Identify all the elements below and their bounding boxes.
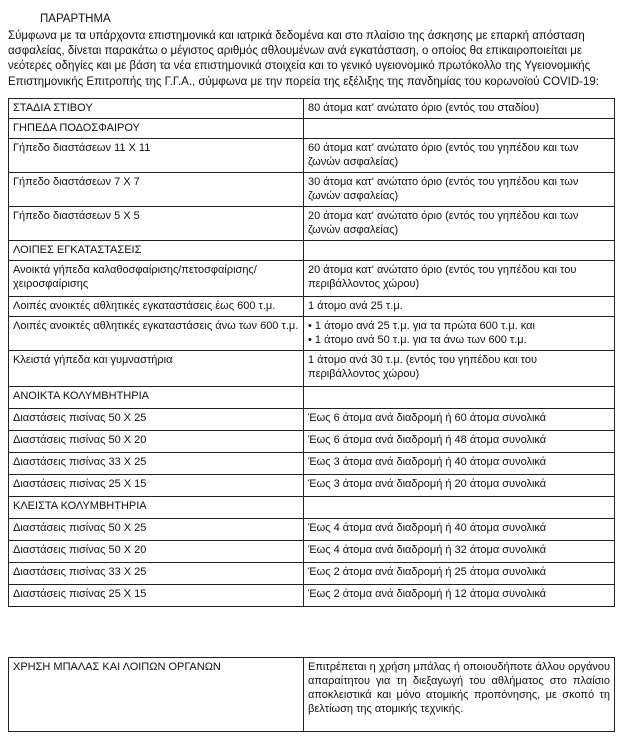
- facility-cell: Διαστάσεις πισίνας 25 Χ 15: [9, 475, 304, 497]
- table-row: [9, 261, 615, 297]
- capacity-cell: 30 άτομα κατ' ανώτατο όριο (εντός του γηπέδου και των ζωνών ασφαλείας): [304, 173, 615, 207]
- intro-paragraph: [8, 29, 612, 90]
- facility-cell: ΛΟΙΠΕΣ ΕΓΚΑΤΑΣΤΑΣΕΙΣ: [9, 241, 304, 261]
- facility-cell: Γήπεδο διαστάσεων 7 Χ 7: [9, 173, 304, 207]
- facility-cell: ΣΤΑΔΙΑ ΣΤΙΒΟΥ: [9, 99, 304, 119]
- table-row: [9, 453, 615, 475]
- facility-cell: ΑΝΟΙΚΤΑ ΚΟΛΥΜΒΗΤΗΡΙΑ: [9, 387, 304, 409]
- capacity-cell: Έως 2 άτομα ανά διαδρομή ή 25 άτομα συνολικά: [304, 563, 615, 585]
- table-row: [9, 658, 615, 732]
- table-row: [9, 119, 615, 139]
- capacity-table: [8, 98, 615, 607]
- capacity-cell: 60 άτομα κατ' ανώτατο όριο (εντός του γηπέδου και των ζωνών ασφαλείας): [304, 139, 615, 173]
- table-row: [9, 497, 615, 519]
- list-item: • 1 άτομο ανά 25 τ.μ. για τα πρώτα 600 τ.μ. και: [308, 319, 610, 333]
- intro-line: Σύμφωνα με τα υπάρχοντα επιστημονικά και ιατρικά δεδομένα και στο πλαίσιο της άσκησης με επαρκή απόσταση: [8, 30, 585, 42]
- table-row: [9, 541, 615, 563]
- capacity-cell: [304, 119, 615, 139]
- capacity-cell: [304, 387, 615, 409]
- facility-cell: Γήπεδο διαστάσεων 5 Χ 5: [9, 207, 304, 241]
- facility-cell: Διαστάσεις πισίνας 50 Χ 25: [9, 519, 304, 541]
- table-row: [9, 431, 615, 453]
- facility-cell: Διαστάσεις πισίνας 50 Χ 25: [9, 409, 304, 431]
- facility-cell: Διαστάσεις πισίνας 50 Χ 20: [9, 541, 304, 563]
- table-row: [9, 409, 615, 431]
- facility-cell: Λοιπές ανοικτές αθλητικές εγκαταστάσεις έως 600 τ.μ.: [9, 297, 304, 317]
- capacity-cell: Έως 3 άτομα ανά διαδρομή ή 40 άτομα συνολικά: [304, 453, 615, 475]
- facility-cell: Διαστάσεις πισίνας 33 Χ 25: [9, 563, 304, 585]
- facility-cell: Ανοικτά γήπεδα καλαθοσφαίρισης/πετοσφαίρισης/χειροσφαίρισης: [9, 261, 304, 297]
- annex-title: ΠΑΡΑΡΤΗΜΑ: [40, 13, 111, 25]
- capacity-cell: Έως 6 άτομα ανά διαδρομή ή 60 άτομα συνολικά: [304, 409, 615, 431]
- facility-cell: Διαστάσεις πισίνας 50 Χ 20: [9, 431, 304, 453]
- capacity-cell: 80 άτομα κατ' ανώτατο όριο (εντός του σταδίου): [304, 99, 615, 119]
- capacity-cell: 1 άτομο ανά 30 τ.μ. (εντός του γηπέδου και του περιβάλλοντος χώρου): [304, 351, 615, 387]
- table-row: [9, 173, 615, 207]
- capacity-cell: Έως 2 άτομα ανά διαδρομή ή 12 άτομα συνολικά: [304, 585, 615, 607]
- list-item: • 1 άτομο ανά 50 τ.μ. για τα άνω των 600 τ.μ.: [308, 333, 610, 347]
- equipment-rule: Επιτρέπεται η χρήση μπάλας ή οποιουδήποτε άλλου οργάνου απαραίτητου για τη διεξαγωγή του αθλήματος στο πλαίσιο αποκλειστικά και μόνο ατομικής προπόνησης, με σκοπό τη βελτίωση της ατομικής τεχνικής.: [304, 658, 615, 732]
- table-row: [9, 519, 615, 541]
- table-row: [9, 241, 615, 261]
- table-row: [9, 563, 615, 585]
- capacity-cell: Έως 6 άτομα ανά διαδρομή ή 48 άτομα συνολικά: [304, 431, 615, 453]
- intro-line: ασφαλείας, δίνεται παρακάτω ο μέγιστος αριθμός αθλουμένων ανά εγκατάσταση, ο οποίος θα επικαιροποιείται με: [8, 45, 583, 58]
- facility-cell: Κλειστά γήπεδα και γυμναστήρια: [9, 351, 304, 387]
- table-row: [9, 585, 615, 607]
- intro-line: Επιστημονικής Επιτροπής της Γ.Γ.Α., σύμφωνα με την πορεία της εξέλιξης της πανδημίας του κορωνοϊού COVID-19:: [8, 75, 599, 88]
- table-row: [9, 317, 615, 351]
- capacity-cell: Έως 3 άτομα ανά διαδρομή ή 20 άτομα συνολικά: [304, 475, 615, 497]
- facility-cell: ΓΗΠΕΔΑ ΠΟΔΟΣΦΑΙΡΟΥ: [9, 119, 304, 139]
- capacity-cell: 1 άτομο ανά 25 τ.μ.: [304, 297, 615, 317]
- facility-cell: Διαστάσεις πισίνας 25 Χ 15: [9, 585, 304, 607]
- table-row: [9, 387, 615, 409]
- equipment-label: ΧΡΗΣΗ ΜΠΑΛΑΣ ΚΑΙ ΛΟΙΠΩΝ ΟΡΓΑΝΩΝ: [9, 658, 304, 732]
- facility-cell: Διαστάσεις πισίνας 33 Χ 25: [9, 453, 304, 475]
- capacity-cell: [304, 317, 615, 351]
- facility-cell: Λοιπές ανοικτές αθλητικές εγκαταστάσεις άνω των 600 τ.μ.: [9, 317, 304, 351]
- capacity-list: [308, 319, 610, 347]
- table-row: [9, 99, 615, 119]
- table-row: [9, 475, 615, 497]
- equipment-table: [8, 657, 615, 732]
- capacity-cell: 20 άτομα κατ' ανώτατο όριο (εντός του γηπέδου και του περιβάλλοντος χώρου): [304, 261, 615, 297]
- facility-cell: ΚΛΕΙΣΤΑ ΚΟΛΥΜΒΗΤΗΡΙΑ: [9, 497, 304, 519]
- intro-line: νεότερες οδηγίες και με βάση τα νέα επιστημονικά στοιχεία και το γενικό υγειονομικό πρωτόκολλο της Υγειονομικής: [8, 60, 591, 73]
- table-row: [9, 351, 615, 387]
- facility-cell: Γήπεδο διαστάσεων 11 Χ 11: [9, 139, 304, 173]
- capacity-cell: 20 άτομα κατ' ανώτατο όριο (εντός του γηπέδου και των ζωνών ασφαλείας): [304, 207, 615, 241]
- table-row: [9, 139, 615, 173]
- capacity-cell: Έως 4 άτομα ανά διαδρομή ή 32 άτομα συνολικά: [304, 541, 615, 563]
- capacity-cell: Έως 4 άτομα ανά διαδρομή ή 40 άτομα συνολικά: [304, 519, 615, 541]
- capacity-cell: [304, 497, 615, 519]
- table-row: [9, 297, 615, 317]
- table-row: [9, 207, 615, 241]
- capacity-cell: [304, 241, 615, 261]
